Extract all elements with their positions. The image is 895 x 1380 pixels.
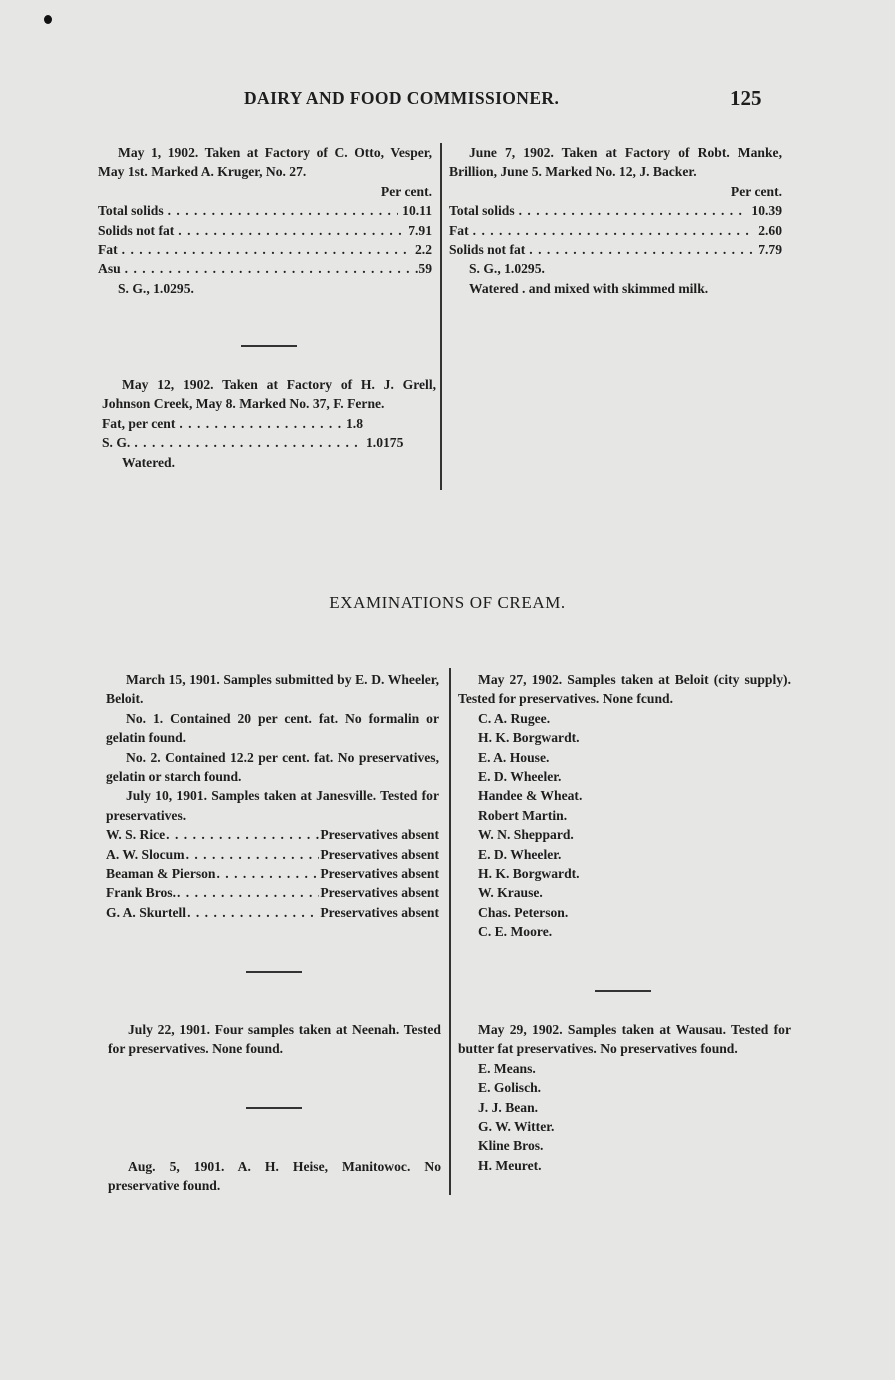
list-item: W. Krause. xyxy=(478,885,543,901)
table-row: Frank Bros. . . . Preservatives absent xyxy=(106,883,439,902)
table-row: Beaman & Pierson . . . Preservatives absent xyxy=(106,864,439,883)
list-item: Kline Bros. xyxy=(478,1138,544,1154)
table-row: Fat . . . 2.2 xyxy=(98,240,432,259)
list-item: H. Meuret. xyxy=(478,1157,542,1173)
cream-samples-right-column xyxy=(458,670,791,942)
entry-paragraph: May 29, 1902. Samples taken at Wausau. Tested for butter fat preservatives. No preservatives found. xyxy=(458,1022,791,1057)
entry-paragraph: July 10, 1901. Samples taken at Janesville. Tested for preservatives. xyxy=(106,788,439,823)
column-divider xyxy=(440,143,442,490)
specific-gravity: S. G., 1.0295. xyxy=(469,261,545,277)
running-title: DAIRY AND FOOD COMMISSIONER. xyxy=(244,88,560,108)
page-number: 125 xyxy=(730,86,762,110)
entry-paragraph: No. 1. Contained 20 per cent. fat. No formalin or gelatin found. xyxy=(106,710,439,746)
list-item: G. W. Witter. xyxy=(478,1119,555,1135)
list-item: Robert Martin. xyxy=(478,807,568,823)
specific-gravity: S. G., 1.0295. xyxy=(118,280,194,296)
table-row: W. S. Rice . . . Preservatives absent xyxy=(106,825,439,844)
table-row: Solids not fat . . . 7.91 xyxy=(98,221,432,240)
entry-paragraph: June 7, 1902. Taken at Factory of Robt. Manke, Brillion, June 5. Marked No. 12, J. Backer. xyxy=(449,145,782,180)
list-item: Handee & Wheat. xyxy=(478,788,583,804)
list-item: E. A. House. xyxy=(478,749,550,765)
milk-sample-entry-two xyxy=(102,375,436,472)
table-row: Fat, per cent . . . 1.8 xyxy=(102,414,402,433)
table-row: Fat . . . 2.60 xyxy=(449,221,782,240)
list-item: J. J. Bean. xyxy=(478,1099,539,1115)
table-row: G. A. Skurtell . . . Preservatives absent xyxy=(106,903,439,922)
table-row: A. W. Slocum . . . Preservatives absent xyxy=(106,845,439,864)
entry-paragraph: May 1, 1902. Taken at Factory of C. Otto, Vesper, May 1st. Marked A. Kruger, No. 27. xyxy=(98,145,432,180)
list-item: W. N. Sheppard. xyxy=(478,827,574,843)
list-item: C. E. Moore. xyxy=(478,924,553,940)
list-item: E. D. Wheeler. xyxy=(478,769,562,785)
table-row: Solids not fat . . . 7.79 xyxy=(449,240,782,259)
entry-paragraph: No. 2. Contained 12.2 per cent. fat. No preservatives, gelatin or starch found. xyxy=(106,749,439,785)
entry-paragraph: July 22, 1901. Four samples taken at Neenah. Tested for preservatives. None found. xyxy=(108,1022,441,1057)
unit-heading: Per cent. xyxy=(730,183,782,199)
list-item: E. D. Wheeler. xyxy=(478,846,562,862)
list-item: E. Golisch. xyxy=(478,1080,542,1096)
entry-paragraph: May 12, 1902. Taken at Factory of H. J. Grell, Johnson Creek, May 8. Marked No. 37, F. Ferne. xyxy=(102,377,436,412)
list-item: H. K. Borgwardt. xyxy=(478,730,580,746)
ink-spot xyxy=(44,15,52,24)
list-item: Chas. Peterson. xyxy=(478,904,569,920)
verdict: Watered . and mixed with skimmed milk. xyxy=(469,280,709,296)
section-title: EXAMINATIONS OF CREAM. xyxy=(329,593,566,612)
milk-samples-left-column xyxy=(98,143,432,298)
separator-rule xyxy=(246,971,302,973)
milk-samples-right-column xyxy=(449,143,782,298)
cream-samples-left-column xyxy=(106,670,439,922)
entry-paragraph: Aug. 5, 1901. A. H. Heise, Manitowoc. No preservative found. xyxy=(108,1159,441,1194)
list-item: H. K. Borgwardt. xyxy=(478,866,580,882)
table-row: Total solids . . . 10.11 xyxy=(98,201,432,220)
column-divider xyxy=(449,668,451,1195)
entry-paragraph: March 15, 1901. Samples submitted by E. D. Wheeler, Beloit. xyxy=(106,672,439,707)
unit-heading: Per cent. xyxy=(380,183,432,199)
separator-rule xyxy=(595,990,651,992)
list-item: E. Means. xyxy=(478,1060,536,1076)
table-row: Asu . . . .59 xyxy=(98,259,432,278)
separator-rule xyxy=(241,345,297,347)
table-row: S. G. . . . 1.0175 xyxy=(102,433,422,452)
entry-paragraph: May 27, 1902. Samples taken at Beloit (city supply). Tested for preservatives. None fcund. xyxy=(458,672,791,707)
cream-entry-manitowoc xyxy=(108,1157,441,1196)
cream-entry-wausau xyxy=(458,1020,791,1175)
cream-entry-neenah xyxy=(108,1020,441,1059)
separator-rule xyxy=(246,1107,302,1109)
list-item: C. A. Rugee. xyxy=(478,710,551,726)
verdict: Watered. xyxy=(122,454,175,470)
page-header xyxy=(0,88,895,118)
table-row: Total solids . . . 10.39 xyxy=(449,201,782,220)
